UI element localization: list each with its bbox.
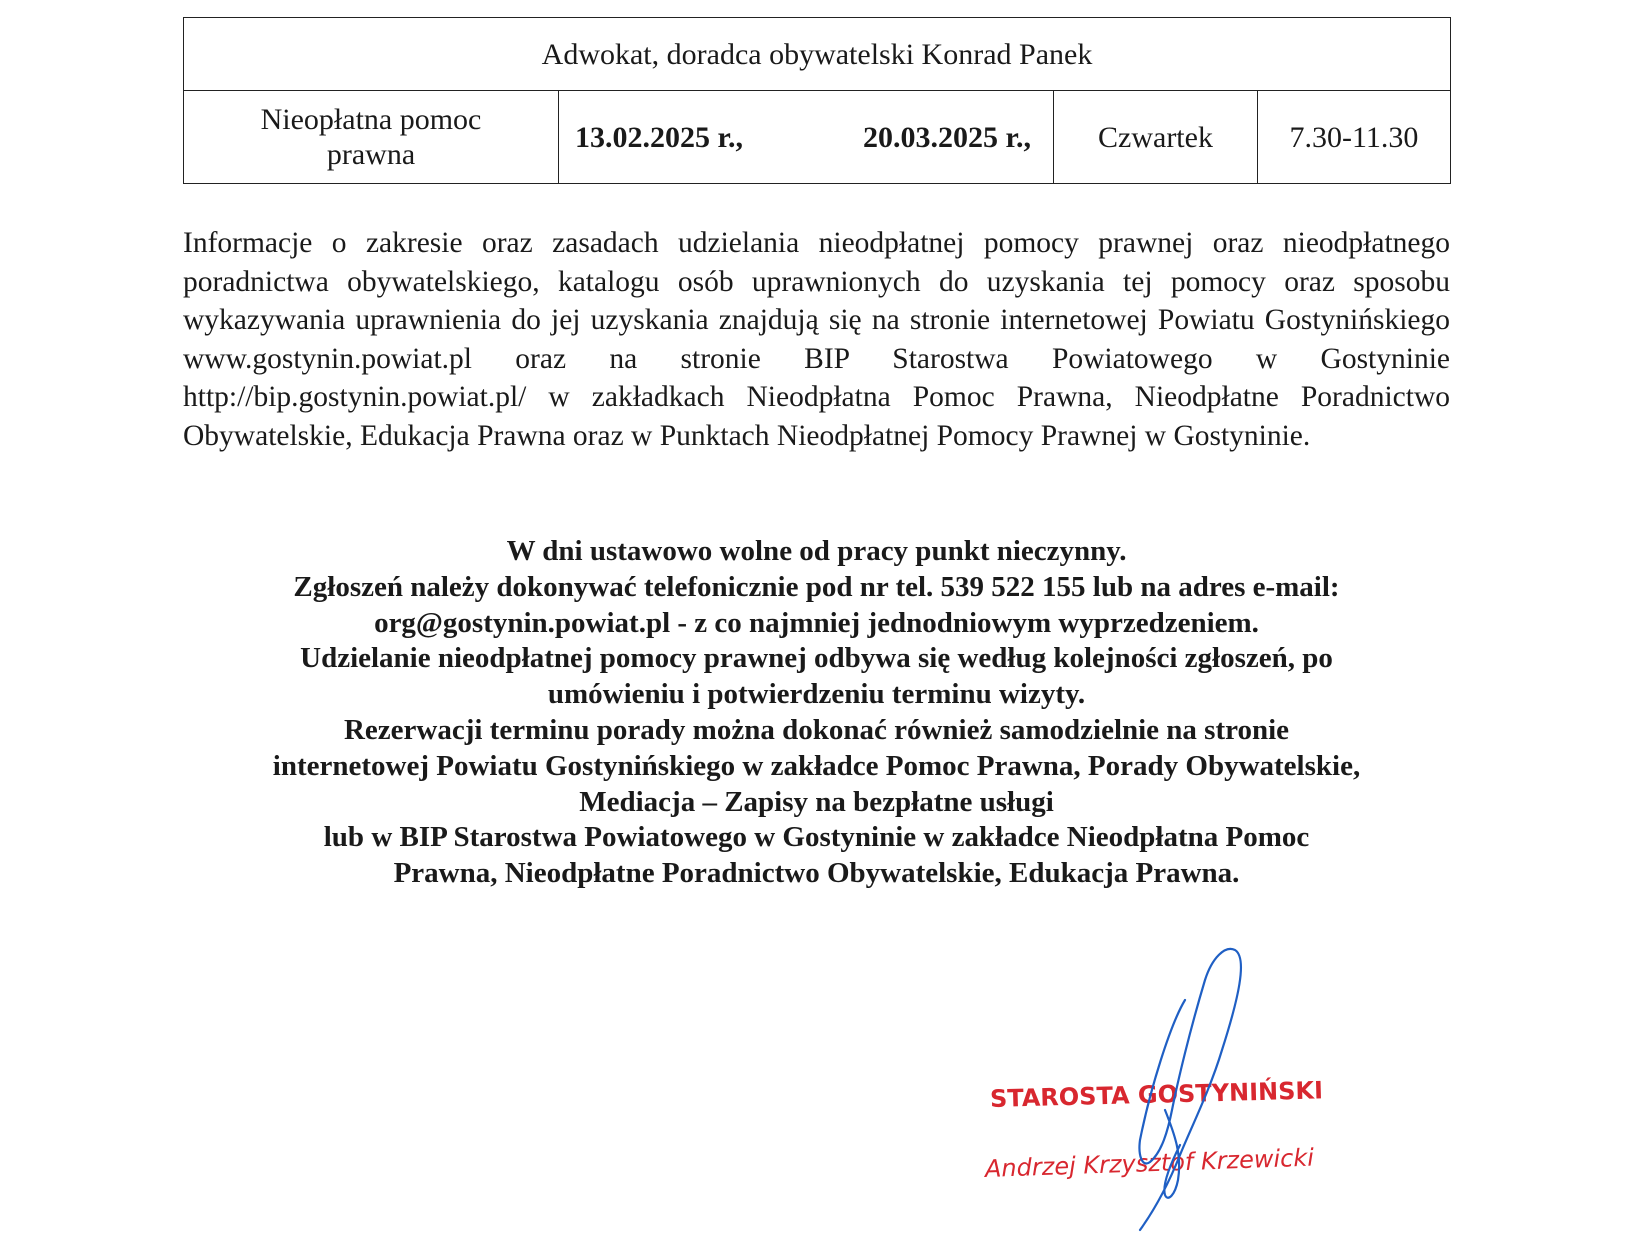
notice-line: W dni ustawowo wolne od pracy punkt nieczynny. bbox=[506, 535, 1127, 567]
info-paragraph: Informacje o zakresie oraz zasadach udzielania nieodpłatnej pomocy prawnej oraz nieodpłatnego poradnictwa obywatelskiego, katalogu osób uprawnionych do uzyskania tej pomocy oraz sposobu wykazywania uprawnienia do jej uzyskania znajdują się na stronie internetowej Powiatu Gostynińskiego www.gostynin.powiat.pl oraz na stronie BIP Starostwa Powiatowego w Gostyninie http://bip.gostynin.powiat.pl/ w zakładkach Nieodpłatna Pomoc Prawna, Nieodpłatne Poradnictwo Obywatelskie, Edukacja Prawna oraz w Punktach Nieodpłatnej Pomocy Prawnej w Gostyninie. bbox=[183, 227, 1450, 452]
service-type-cell bbox=[184, 91, 559, 184]
notice-line: org@gostynin.powiat.pl - z co najmniej jednodniowym wyprzedzeniem. bbox=[374, 606, 1259, 639]
stamp-name: Andrzej Krzysztof Krzewicki bbox=[984, 1143, 1315, 1183]
service-type-line1: Nieopłatna pomoc bbox=[260, 103, 482, 136]
stamp-title: STAROSTA GOSTYNIŃSKI bbox=[989, 1076, 1324, 1113]
dates-cell bbox=[559, 91, 1054, 184]
handwritten-signature bbox=[1120, 940, 1260, 1240]
notice-block bbox=[183, 534, 1450, 892]
notice-line: Rezerwacji terminu porady można dokonać również samodzielnie na stronie bbox=[343, 713, 1290, 746]
hours-cell: 7.30-11.30 bbox=[1258, 91, 1451, 184]
schedule-header: Adwokat, doradca obywatelski Konrad Panek bbox=[184, 18, 1451, 91]
notice-line: umówieniu i potwierdzeniu terminu wizyty. bbox=[547, 678, 1086, 711]
date-1: 13.02.2025 r., bbox=[575, 120, 744, 154]
notice-line: Udzielanie nieodpłatnej pomocy prawnej odbywa się według kolejności zgłoszeń, po bbox=[300, 642, 1333, 675]
notice-line: internetowej Powiatu Gostynińskiego w zakładce Pomoc Prawna, Porady Obywatelskie, bbox=[272, 749, 1361, 782]
notice-line: Mediacja – Zapisy na bezpłatne usługi bbox=[579, 785, 1054, 818]
notice-line: Prawna, Nieodpłatne Poradnictwo Obywatelskie, Edukacja Prawna. bbox=[393, 857, 1240, 890]
notice-line: lub w BIP Starostwa Powiatowego w Gostyninie w zakładce Nieodpłatna Pomoc bbox=[323, 821, 1310, 854]
service-type-line2: prawna bbox=[326, 138, 416, 171]
schedule-table bbox=[183, 17, 1451, 184]
date-2: 20.03.2025 r., bbox=[862, 120, 1031, 154]
weekday-cell: Czwartek bbox=[1054, 91, 1258, 184]
notice-line: Zgłoszeń należy dokonywać telefonicznie pod nr tel. 539 522 155 lub na adres e-mail: bbox=[293, 570, 1340, 603]
